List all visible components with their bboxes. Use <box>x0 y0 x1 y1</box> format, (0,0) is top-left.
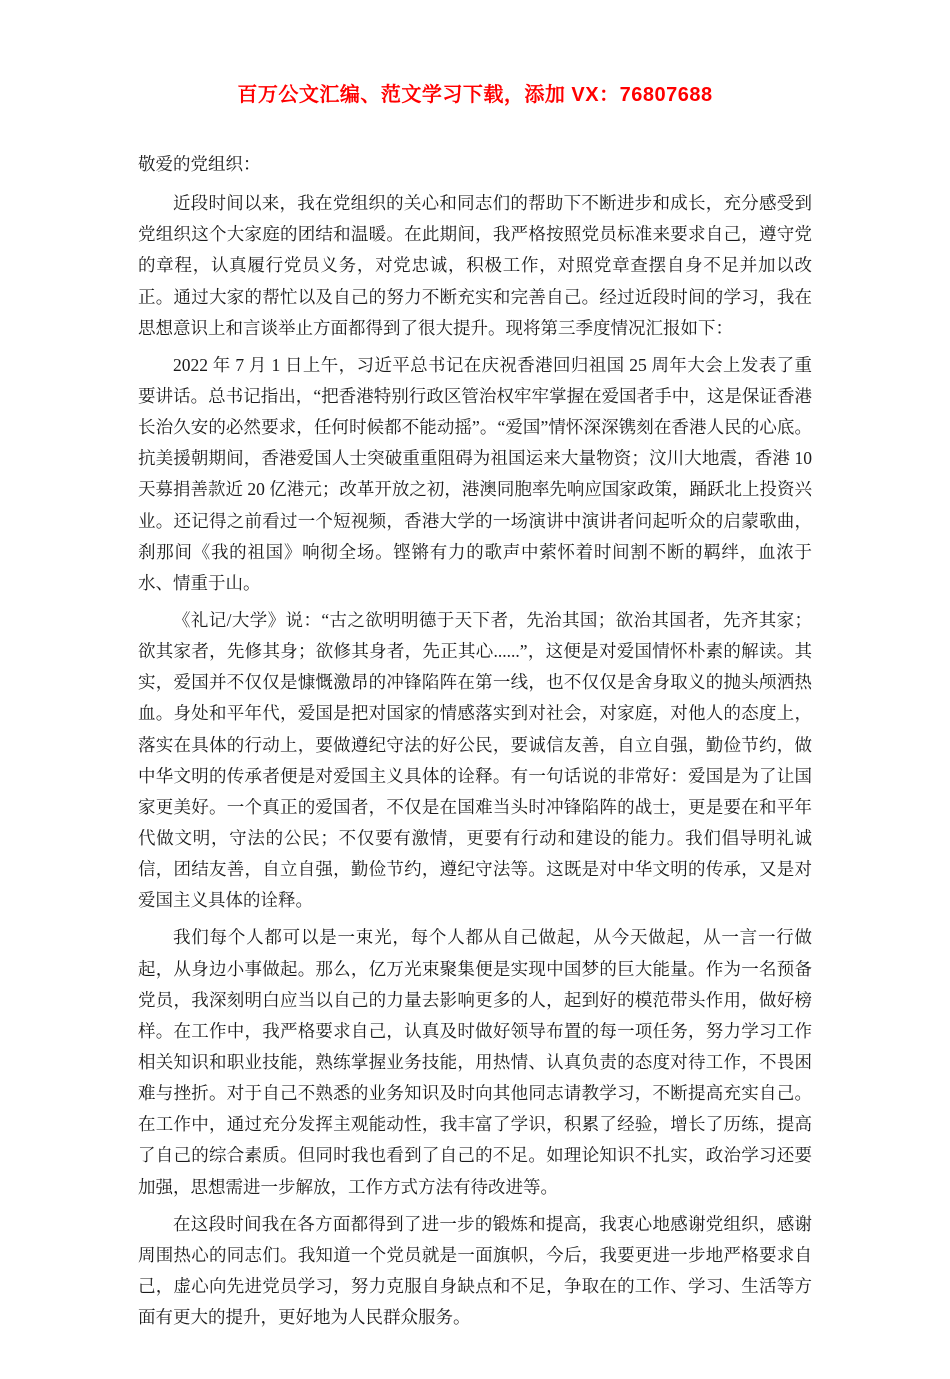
paragraph-4: 我们每个人都可以是一束光，每个人都从自己做起，从今天做起，从一言一行做起，从身边小事做起。那么，亿万光束聚集便是实现中国梦的巨大能量。作为一名预备党员，我深刻明白应当以自己的力量去影响更多的人，起到好的模范带头作用，做好榜样。在工作中，我严格要求自己，认真及时做好领导布置的每一项任务，努力学习工作相关知识和职业技能，熟练掌握业务技能，用热情、认真负责的态度对待工作，不畏困难与挫折。对于自己不熟悉的业务知识及时向其他同志请教学习，不断提高充实自己。在工作中，通过充分发挥主观能动性，我丰富了学识，积累了经验，增长了历练，提高了自己的综合素质。但同时我也看到了自己的不足。如理论知识不扎实，政治学习还要加强，思想需进一步解放，工作方式方法有待改进等。 <box>138 927 812 1197</box>
document-body <box>138 149 812 1333</box>
paragraph-2: 2022 年 7 月 1 日上午，习近平总书记在庆祝香港回归祖国 25 周年大会上发表了重要讲话。总书记指出，“把香港特别行政区管治权牢牢掌握在爱国者手中，这是保证香港长治久安的必然要求，任何时候都不能动摇”。“爱国”情怀深深镌刻在香港人民的心底。抗美援朝期间，香港爱国人士突破重重阻碍为祖国运来大量物资；汶川大地震，香港 10 天募捐善款近 20 亿港元；改革开放之初，港澳同胞率先响应国家政策，踊跃北上投资兴业。还记得之前看过一个短视频，香港大学的一场演讲中演讲者问起听众的启蒙歌曲，刹那间《我的祖国》响彻全场。铿锵有力的歌声中萦怀着时间割不断的羁绊，血浓于水、情重于山。 <box>138 354 812 593</box>
salutation: 敬爱的党组织： <box>138 154 261 174</box>
promo-banner: 百万公文汇编、范文学习下载，添加 VX：76807688 <box>237 84 713 106</box>
paragraph-5: 在这段时间我在各方面都得到了进一步的锻炼和提高，我衷心地感谢党组织，感谢周围热心的同志们。我知道一个党员就是一面旗帜，今后，我要更进一步地严格要求自己，虚心向先进党员学习，努力克服自身缺点和不足，争取在的工作、学习、生活等方面有更大的提升，更好地为人民群众服务。 <box>138 1213 812 1328</box>
paragraph-1: 近段时间以来，我在党组织的关心和同志们的帮助下不断进步和成长，充分感受到党组织这个大家庭的团结和温暖。在此期间，我严格按照党员标准来要求自己，遵守党的章程，认真履行党员义务，对党忠诚，积极工作，对照党章查摆自身不足并加以改正。通过大家的帮忙以及自己的努力不断充实和完善自己。经过近段时间的学习，我在思想意识上和言谈举止方面都得到了很大提升。现将第三季度情况汇报如下： <box>138 193 812 338</box>
paragraph-3: 《礼记/大学》说：“古之欲明明德于天下者，先治其国；欲治其国者，先齐其家；欲其家者，先修其身；欲修其身者，先正其心......”，这便是对爱国情怀朴素的解读。其实，爱国并不仅仅是慷慨激昂的冲锋陷阵在第一线，也不仅仅是舍身取义的抛头颅洒热血。身处和平年代，爱国是把对国家的情感落实到对社会，对家庭，对他人的态度上，落实在具体的行动上，要做遵纪守法的好公民，要诚信友善，自立自强，勤俭节约，做中华文明的传承者便是对爱国主义具体的诠释。有一句话说的非常好：爱国是为了让国家更美好。一个真正的爱国者，不仅是在国难当头时冲锋陷阵的战士，更是要在和平年代做文明，守法的公民；不仅要有激情，更要有行动和建设的能力。我们倡导明礼诚信，团结友善，自立自强，勤俭节约，遵纪守法等。这既是对中华文明的传承，又是对爱国主义具体的诠释。 <box>138 609 812 911</box>
